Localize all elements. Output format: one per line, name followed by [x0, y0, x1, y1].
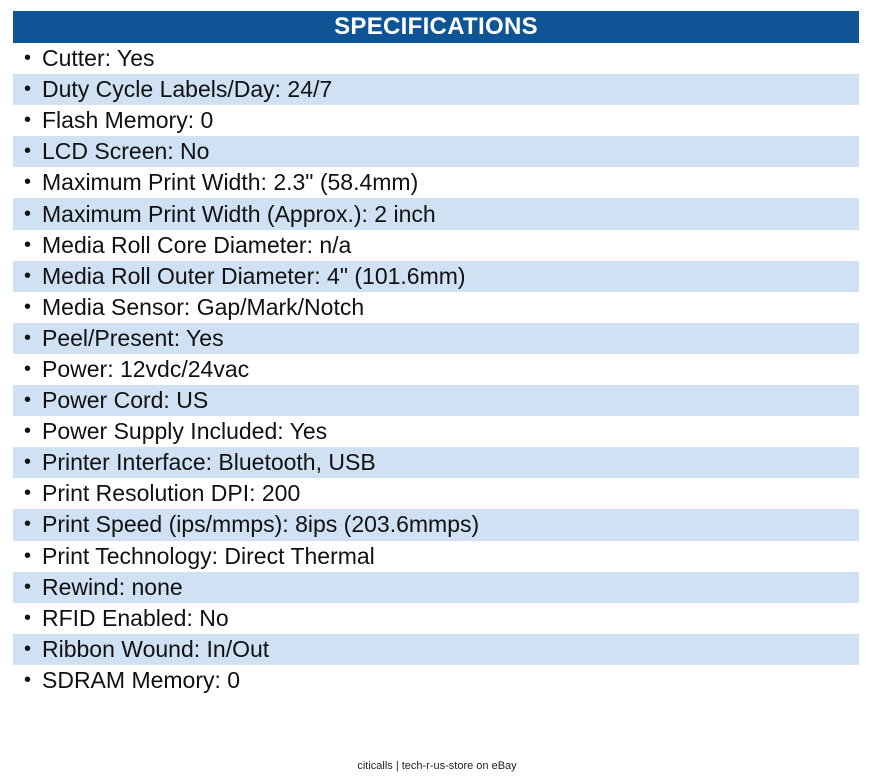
spec-item — [13, 292, 859, 323]
spec-item-text: Flash Memory: 0 — [42, 107, 214, 134]
spec-item-text: Maximum Print Width: 2.3" (58.4mm) — [42, 169, 419, 196]
spec-item-text: Maximum Print Width (Approx.): 2 inch — [42, 200, 436, 227]
footer-credit: citicalls | tech-r-us-store on eBay — [357, 760, 517, 772]
spec-item — [13, 603, 859, 634]
bullet-icon: • — [23, 575, 31, 598]
bullet-icon: • — [23, 47, 31, 70]
spec-item — [13, 572, 859, 603]
bullet-icon: • — [23, 357, 31, 380]
bullet-icon: • — [23, 171, 31, 194]
spec-item — [13, 385, 859, 416]
spec-item-text: LCD Screen: No — [42, 138, 210, 165]
bullet-icon: • — [23, 482, 31, 505]
spec-item — [13, 43, 859, 74]
bullet-icon: • — [23, 420, 31, 443]
spec-item-text: Print Speed (ips/mmps): 8ips (203.6mmps) — [42, 511, 480, 538]
spec-item — [13, 634, 859, 665]
spec-item-text: Media Roll Core Diameter: n/a — [42, 231, 352, 258]
spec-item-text: Rewind: none — [42, 573, 183, 600]
spec-item-text: Cutter: Yes — [42, 45, 155, 72]
spec-item-text: Ribbon Wound: In/Out — [42, 635, 270, 662]
specifications-list — [13, 43, 859, 696]
bullet-icon: • — [23, 295, 31, 318]
spec-item — [13, 509, 859, 540]
bullet-icon: • — [23, 451, 31, 474]
spec-item-text: Media Sensor: Gap/Mark/Notch — [42, 293, 365, 320]
spec-item-text: Power: 12vdc/24vac — [42, 355, 250, 382]
bullet-icon: • — [23, 326, 31, 349]
spec-item — [13, 261, 859, 292]
spec-item-text: Printer Interface: Bluetooth, USB — [42, 449, 376, 476]
spec-item — [13, 167, 859, 198]
bullet-icon: • — [23, 606, 31, 629]
bullet-icon: • — [23, 109, 31, 132]
spec-item-text: Media Roll Outer Diameter: 4" (101.6mm) — [42, 262, 466, 289]
spec-item-text: SDRAM Memory: 0 — [42, 666, 241, 693]
spec-item — [13, 136, 859, 167]
spec-item-text: Power Supply Included: Yes — [42, 418, 328, 445]
spec-item-text: Power Cord: US — [42, 387, 209, 414]
spec-item — [13, 478, 859, 509]
spec-item-text: Duty Cycle Labels/Day: 24/7 — [42, 76, 333, 103]
specifications-header: SPECIFICATIONS — [13, 11, 859, 43]
specifications-panel — [13, 11, 859, 696]
spec-item — [13, 665, 859, 696]
spec-item — [13, 74, 859, 105]
bullet-icon: • — [23, 668, 31, 691]
spec-item-text: Peel/Present: Yes — [42, 324, 224, 351]
spec-item-text: Print Technology: Direct Thermal — [42, 542, 375, 569]
bullet-icon: • — [23, 637, 31, 660]
spec-item — [13, 105, 859, 136]
bullet-icon: • — [23, 233, 31, 256]
spec-item — [13, 198, 859, 229]
spec-item-text: Print Resolution DPI: 200 — [42, 480, 301, 507]
bullet-icon: • — [23, 202, 31, 225]
spec-item — [13, 323, 859, 354]
spec-item — [13, 354, 859, 385]
bullet-icon: • — [23, 78, 31, 101]
spec-item-text: RFID Enabled: No — [42, 604, 229, 631]
spec-item — [13, 541, 859, 572]
bullet-icon: • — [23, 544, 31, 567]
spec-item — [13, 230, 859, 261]
bullet-icon: • — [23, 389, 31, 412]
bullet-icon: • — [23, 140, 31, 163]
spec-item — [13, 416, 859, 447]
bullet-icon: • — [23, 513, 31, 536]
spec-item — [13, 447, 859, 478]
bullet-icon: • — [23, 264, 31, 287]
